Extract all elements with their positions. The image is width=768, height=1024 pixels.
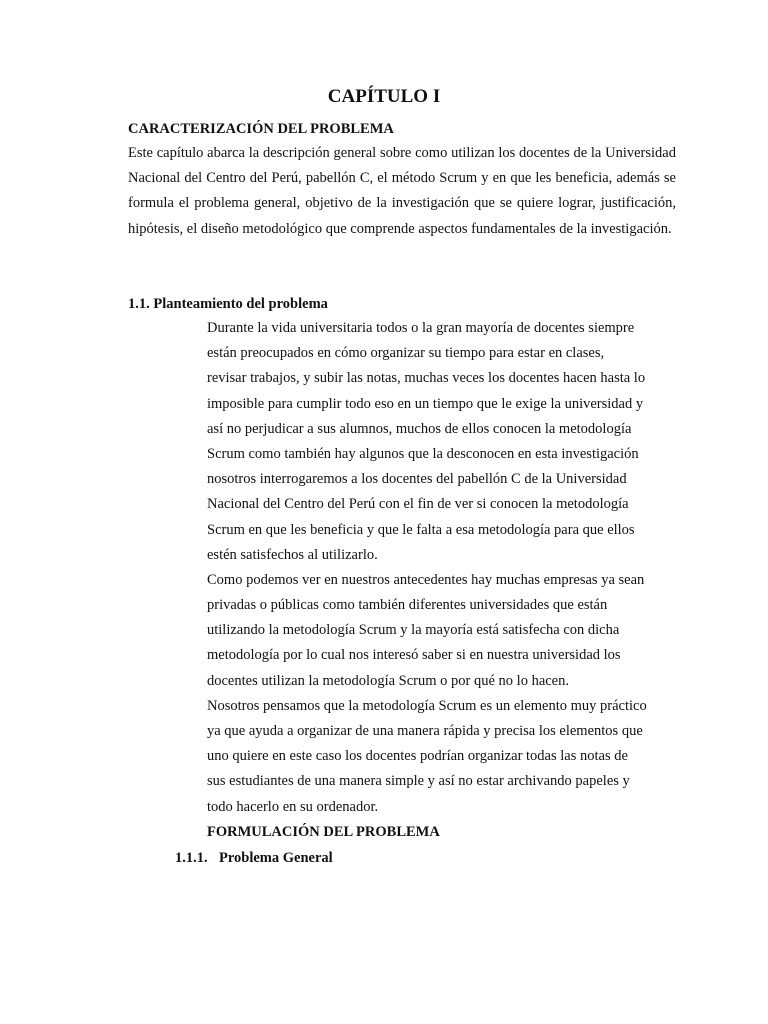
body-line: sus estudiantes de una manera simple y así no estar archivando papeles y bbox=[207, 773, 630, 790]
body-line: Como podemos ver en nuestros antecedentes hay muchas empresas ya sean bbox=[207, 571, 645, 588]
body-line: nosotros interrogaremos a los docentes del pabellón C de la Universidad bbox=[207, 471, 627, 488]
intro-paragraph: Este capítulo abarca la descripción general sobre como utilizan los docentes de la Universidad Nacional del Centro del Perú, pabellón C, el método Scrum y en que les beneficia, además se formula el problema general, objetivo de la investigación que se quiere lograr, justificación, hipótesis, el diseño metodológico que comprende aspectos fundamentales de la investigación. bbox=[128, 145, 676, 237]
heading-title: Problema General bbox=[219, 850, 333, 866]
body-line: Nacional del Centro del Perú con el fin de ver si conocen la metodología bbox=[207, 496, 629, 513]
body-line: Nosotros pensamos que la metodología Scrum es un elemento muy práctico bbox=[207, 697, 647, 714]
body-line: uno quiere en este caso los docentes podrían organizar todas las notas de bbox=[207, 748, 628, 765]
chapter-title: CAPÍTULO I bbox=[327, 86, 441, 107]
body-line: Durante la vida universitaria todos o la gran mayoría de docentes siempre bbox=[207, 320, 635, 336]
body-line: revisar trabajos, y subir las notas, muchas veces los docentes hacen hasta lo bbox=[207, 370, 646, 387]
section-heading: CARACTERIZACIÓN DEL PROBLEMA bbox=[128, 121, 394, 137]
body-line: así no perjudicar a sus alumnos, muchos de ellos conocen la metodología bbox=[207, 420, 632, 437]
body-line: docentes utilizan la metodología Scrum o por qué no lo hacen. bbox=[207, 672, 569, 689]
body-line: ya que ayuda a organizar de una manera rápida y precisa los elementos que bbox=[207, 723, 643, 739]
problem-statement-body bbox=[207, 316, 677, 820]
numbered-heading bbox=[175, 848, 333, 868]
body-line: todo hacerlo en su ordenador. bbox=[207, 798, 379, 815]
body-line: metodología por lo cual nos interesó saber si en nuestra universidad los bbox=[207, 647, 621, 664]
body-line: utilizando la metodología Scrum y la mayoría está satisfecha con dicha bbox=[207, 622, 620, 639]
body-line: estén satisfechos al utilizarlo. bbox=[207, 546, 378, 563]
body-line: Scrum como también hay algunos que la desconocen en esta investigación bbox=[207, 445, 639, 462]
formulation-heading: FORMULACIÓN DEL PROBLEMA bbox=[207, 824, 440, 840]
body-line: Scrum en que les beneficia y que le falta a esa metodología para que ellos bbox=[207, 521, 635, 538]
body-line: están preocupados en cómo organizar su tiempo para estar en clases, bbox=[207, 345, 605, 362]
body-line: privadas o públicas como también diferentes universidades que están bbox=[207, 597, 608, 614]
body-line: imposible para cumplir todo eso en un tiempo que le exige la universidad y bbox=[207, 395, 644, 412]
heading-number: 1.1.1. bbox=[175, 850, 208, 866]
subsection-heading: 1.1. Planteamiento del problema bbox=[128, 296, 328, 312]
